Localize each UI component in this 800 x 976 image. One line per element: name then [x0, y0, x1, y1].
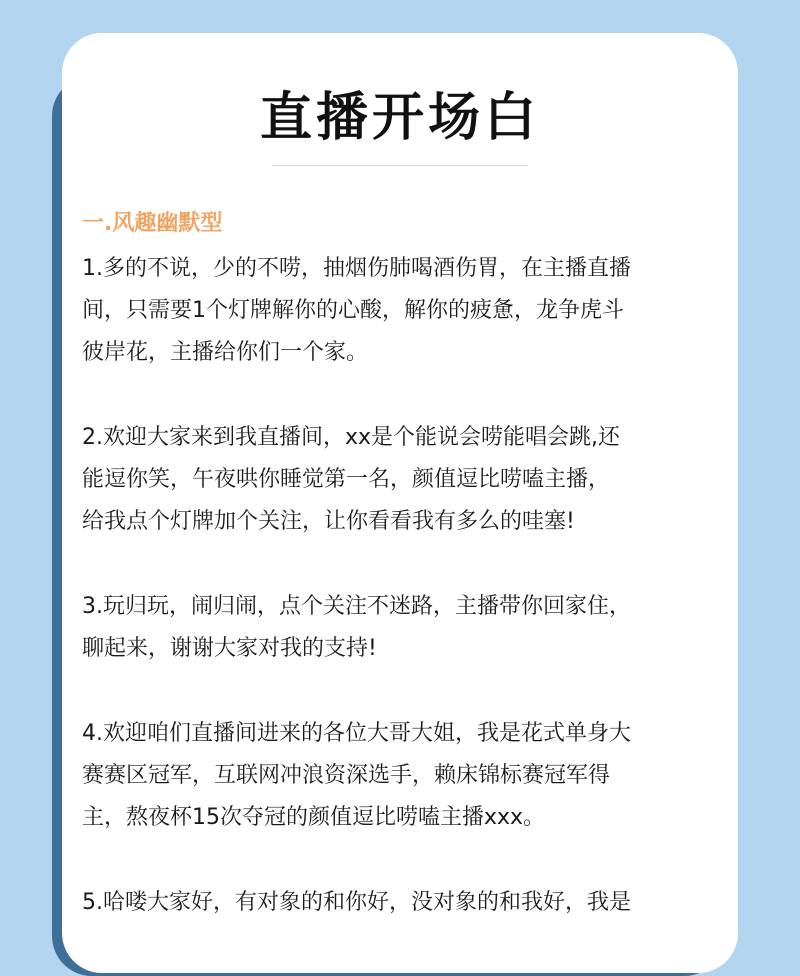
paragraph-line: 3.玩归玩，闹归闹，点个关注不迷路，主播带你回家住， — [82, 594, 631, 619]
paragraph-5 — [82, 882, 722, 924]
paragraph-line: 4.欢迎咱们直播间进来的各位大哥大姐，我是花式单身大 — [82, 721, 631, 746]
paragraph-2 — [82, 417, 722, 543]
paragraph-line: 5.哈喽大家好，有对象的和你好，没对象的和我好，我是 — [82, 890, 631, 915]
paragraph-line: 间，只需要1个灯牌解你的心酸，解你的疲惫，龙争虎斗 — [82, 298, 624, 323]
paragraph-line: 能逗你笑，午夜哄你睡觉第一名，颜值逗比唠嗑主播， — [82, 467, 611, 492]
paragraph-1 — [82, 248, 722, 374]
paragraph-line: 赛赛区冠军，互联网冲浪资深选手，赖床锦标赛冠军得 — [82, 763, 611, 788]
page-title: 直播开场白 — [259, 88, 540, 148]
paragraph-line: 1.多的不说，少的不唠，抽烟伤肺喝酒伤胃，在主播直播 — [82, 256, 631, 281]
paragraph-line: 聊起来，谢谢大家对我的支持! — [82, 636, 377, 661]
title-divider — [272, 165, 528, 166]
section-heading: 一.风趣幽默型 — [82, 211, 223, 236]
paragraph-3 — [82, 586, 722, 670]
paragraph-line: 彼岸花，主播给你们一个家。 — [82, 340, 369, 365]
paragraph-line: 主，熬夜杯15次夺冠的颜值逗比唠嗑主播xxx。 — [82, 805, 546, 830]
article-body — [82, 248, 722, 967]
paragraph-line: 2.欢迎大家来到我直播间，xx是个能说会唠能唱会跳,还 — [82, 425, 621, 450]
paragraph-4 — [82, 713, 722, 839]
paragraph-line: 给我点个灯牌加个关注，让你看看我有多么的哇塞! — [82, 509, 575, 534]
